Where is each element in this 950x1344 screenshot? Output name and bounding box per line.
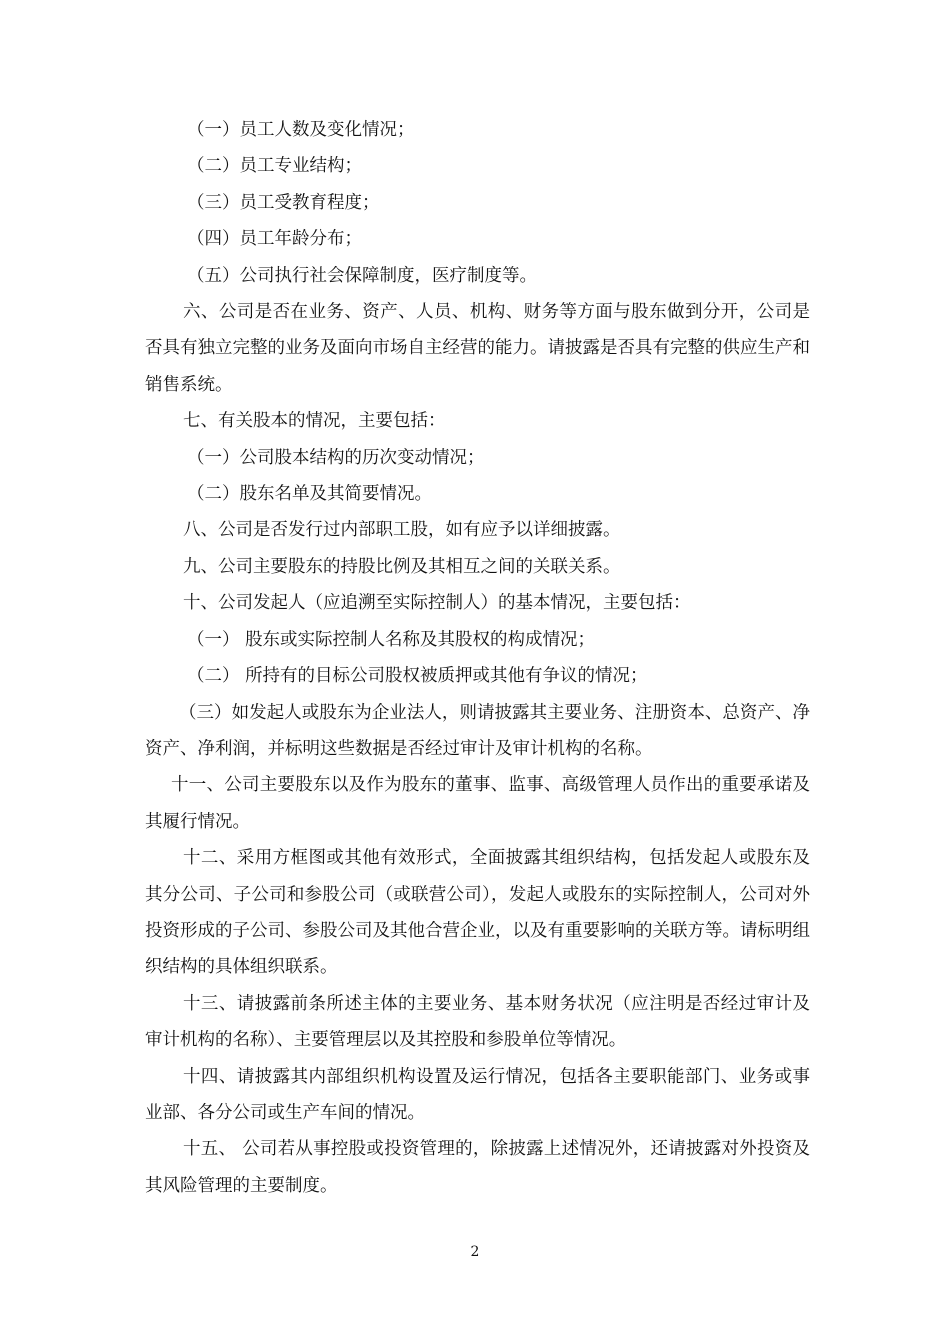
item-corporate-promoter: （三）如发起人或股东为企业法人，则请披露其主要业务、注册资本、总资产、净资产、净利润，并标明这些数据是否经过审计及审计机构的名称。	[145, 702, 810, 759]
item-social-security: （五）公司执行社会保障制度，医疗制度等。	[187, 265, 537, 286]
item-employee-count: （一）员工人数及变化情况；	[187, 120, 415, 140]
item-employee-education: （三）员工受教育程度；	[187, 192, 380, 213]
section-13-entity-business: 十三、请披露前条所述主体的主要业务、基本财务状况（应注明是否经过审计及审计机构的名称）、主要管理层以及其控股和参股单位等情况。	[145, 993, 810, 1051]
item-shareholder-list: （二）股东名单及其简要情况。	[187, 484, 432, 505]
section-7-share-capital: 七、有关股本的情况，主要包括：	[183, 411, 446, 432]
section-6-independence: 六、公司是否在业务、资产、人员、机构、财务等方面与股东做到分开，公司是否具有独立完整的业务及面向市场自主经营的能力。请披露是否具有完整的供应生产和销售系统。	[145, 302, 810, 395]
item-employee-age: （四）员工年龄分布；	[187, 229, 362, 250]
section-15-investment-mgmt: 十五、 公司若从事控股或投资管理的，除披露上述情况外，还请披露对外投资及其风险管理的主要制度。	[145, 1139, 810, 1196]
section-10-promoters: 十、公司发起人（应追溯至实际控制人）的基本情况，主要包括：	[183, 593, 691, 614]
item-controller-names: （一） 股东或实际控制人名称及其股权的构成情况；	[187, 629, 596, 650]
section-8-employee-shares: 八、公司是否发行过内部职工股，如有应予以详细披露。	[183, 520, 621, 541]
section-12-org-structure: 十二、采用方框图或其他有效形式，全面披露其组织结构，包括发起人或股东及其分公司、子公司和参股公司（或联营公司），发起人或股东的实际控制人，公司对外投资形成的子公司、参股公司及其他合营企业，以及有重要影响的关联方等。请标明组织结构的具体组织联系。	[145, 848, 810, 978]
item-employee-structure: （二）员工专业结构；	[187, 156, 362, 177]
document-body	[145, 112, 810, 1204]
item-share-structure-changes: （一）公司股本结构的历次变动情况；	[187, 447, 485, 468]
section-14-internal-org: 十四、请披露其内部组织机构设置及运行情况，包括各主要职能部门、业务或事业部、各分公司或生产车间的情况。	[145, 1066, 810, 1123]
section-9-shareholding-ratio: 九、公司主要股东的持股比例及其相互之间的关联关系。	[183, 556, 621, 577]
section-11-commitments: 十一、公司主要股东以及作为股东的董事、监事、高级管理人员作出的重要承诺及其履行情况。	[145, 775, 810, 832]
page-number: 2	[470, 1244, 480, 1260]
item-pledged-equity: （二） 所持有的目标公司股权被质押或其他有争议的情况；	[187, 666, 648, 687]
